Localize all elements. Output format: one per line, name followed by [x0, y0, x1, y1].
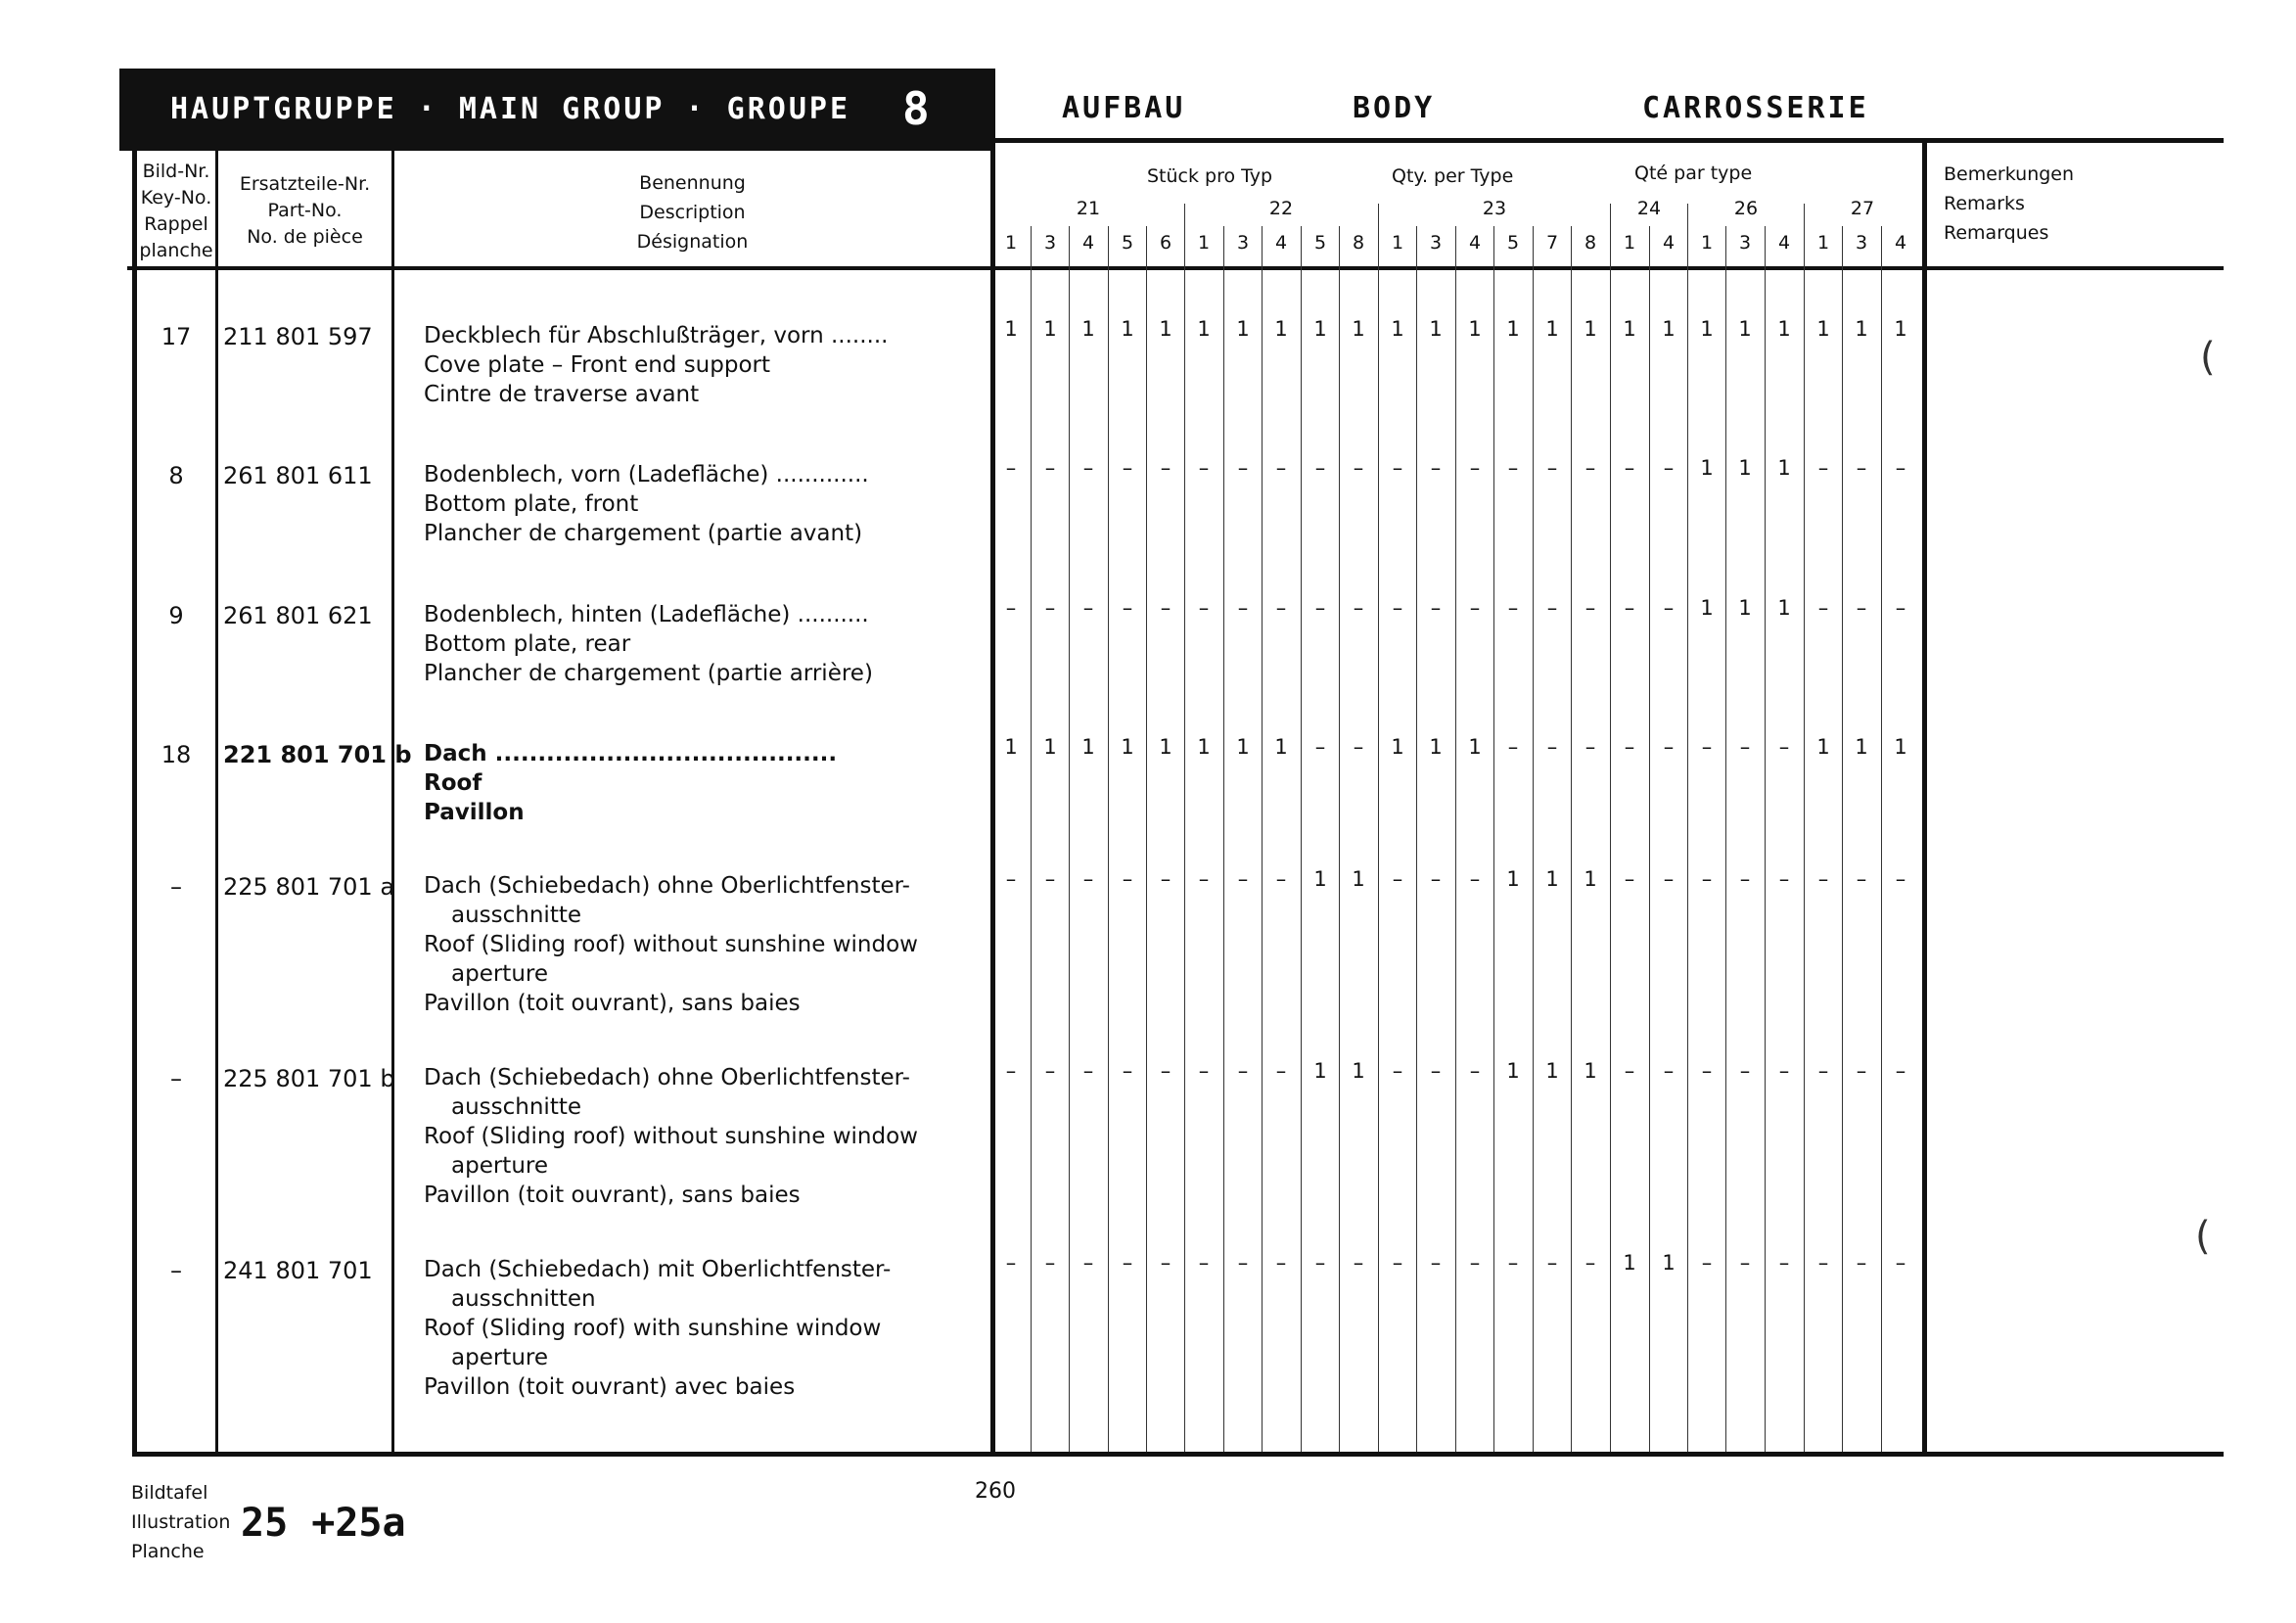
qty-cell: –: [1739, 1059, 1751, 1083]
qty-cell: –: [1122, 456, 1133, 480]
qty-cell: 1: [1738, 317, 1752, 341]
type-sub-number: 5: [1121, 232, 1134, 254]
qty-column-line: [1223, 226, 1224, 1452]
qty-column-line: [1378, 226, 1379, 1452]
qty-cell: –: [1122, 596, 1133, 620]
type-group-label: 22: [1268, 198, 1294, 219]
type-group-separator: [1687, 204, 1688, 227]
qty-cell: –: [1546, 596, 1558, 620]
qty-cell: –: [1778, 867, 1790, 891]
qty-cell: 1: [1236, 317, 1250, 341]
row-key-no: –: [170, 1065, 182, 1092]
group-number: 8: [902, 82, 930, 135]
qty-cell: –: [1122, 867, 1133, 891]
qty-cell: –: [1082, 596, 1094, 620]
col-part-no-header: Ersatzteile-Nr. Part-No. No. de pièce: [239, 173, 371, 248]
col-description-header: Benennung Description Désignation: [636, 172, 749, 253]
description-line: Plancher de chargement (partie arrière): [424, 661, 873, 686]
type-sub-number: 4: [1777, 232, 1791, 254]
qty-cell: –: [1701, 1059, 1713, 1083]
qty-column-line: [1301, 226, 1302, 1452]
qty-cell: –: [1430, 456, 1442, 480]
qty-cell: –: [1237, 456, 1249, 480]
type-sub-number: 3: [1043, 232, 1057, 254]
row-key-no: –: [170, 873, 182, 901]
binding-mark-bottom: (: [2195, 1214, 2211, 1259]
qty-cell: 1: [1313, 867, 1327, 891]
qty-cell: –: [1469, 1251, 1481, 1275]
qty-cell: 1: [1777, 456, 1791, 480]
description-line: Bodenblech, hinten (Ladefläche) ..........: [424, 602, 869, 627]
qty-cell: 1: [1352, 1059, 1365, 1083]
qty-cell: –: [1778, 1059, 1790, 1083]
description-line: Pavillon (toit ouvrant) avec baies: [424, 1374, 796, 1400]
type-sub-number: 8: [1584, 232, 1597, 254]
qty-cell: 1: [1623, 317, 1636, 341]
description-line: ausschnitte: [451, 903, 582, 928]
qty-cell: –: [1856, 596, 1867, 620]
row-description: [424, 600, 873, 688]
type-sub-number: 5: [1506, 232, 1520, 254]
qty-cell: –: [1314, 596, 1326, 620]
qty-cell: –: [1198, 1251, 1210, 1275]
qty-cell: 1: [1584, 867, 1597, 891]
type-sub-number: 3: [1855, 232, 1868, 254]
qty-cell: –: [1005, 456, 1017, 480]
qty-cell: –: [1160, 456, 1171, 480]
type-sub-number: 3: [1236, 232, 1250, 254]
qty-title-en: Qty. per Type: [1392, 165, 1514, 187]
qty-cell: 1: [1545, 1059, 1559, 1083]
type-sub-number: 6: [1159, 232, 1172, 254]
qty-cell: –: [1314, 735, 1326, 759]
qty-cell: 1: [1274, 317, 1288, 341]
description-line: aperture: [451, 961, 548, 987]
qty-cell: –: [1160, 596, 1171, 620]
qty-column-line: [1842, 226, 1843, 1452]
qty-cell: –: [1237, 867, 1249, 891]
row-description: [424, 321, 888, 409]
type-sub-number: 7: [1545, 232, 1559, 254]
type-group-separator: [1610, 204, 1611, 227]
qty-cell: 1: [1236, 735, 1250, 759]
qty-cell: –: [1624, 596, 1635, 620]
type-sub-number: 4: [1274, 232, 1288, 254]
qty-cell: –: [1584, 1251, 1596, 1275]
qty-cell: –: [1353, 596, 1364, 620]
qty-cell: 1: [1159, 317, 1172, 341]
qty-cell: –: [1856, 1059, 1867, 1083]
description-line: Dach (Schiebedach) mit Oberlichtfenster-: [424, 1257, 892, 1282]
type-sub-number: 1: [1700, 232, 1714, 254]
qty-cell: 1: [1043, 317, 1057, 341]
description-line: Roof (Sliding roof) without sunshine window: [424, 932, 918, 957]
description-line: ausschnitten: [451, 1286, 596, 1312]
qty-column-line: [1571, 226, 1572, 1452]
description-line: Plancher de chargement (partie avant): [424, 521, 863, 546]
qty-column-line: [1765, 226, 1766, 1452]
qty-cell: 1: [1004, 735, 1018, 759]
section-fr: CARROSSERIE: [1642, 91, 1869, 125]
qty-cell: –: [1663, 456, 1675, 480]
qty-column-line: [1262, 226, 1263, 1452]
qty-cell: 1: [1777, 596, 1791, 620]
qty-cell: 1: [1662, 317, 1676, 341]
type-group-label: 26: [1733, 198, 1759, 219]
qty-cell: 1: [1894, 317, 1907, 341]
qty-cell: –: [1663, 1059, 1675, 1083]
qty-column-line: [1493, 226, 1494, 1452]
qty-cell: –: [1198, 596, 1210, 620]
type-group-label: 27: [1850, 198, 1875, 219]
description-line: Dach (Schiebedach) ohne Oberlichtfenster-: [424, 873, 910, 899]
type-sub-number: 4: [1081, 232, 1095, 254]
qty-cell: –: [1314, 456, 1326, 480]
qty-cell: 1: [1429, 317, 1443, 341]
qty-cell: –: [1430, 1251, 1442, 1275]
qty-cell: 1: [1623, 1251, 1636, 1275]
qty-cell: 1: [1352, 317, 1365, 341]
qty-cell: –: [1198, 1059, 1210, 1083]
qty-cell: –: [1275, 867, 1287, 891]
qty-cell: 1: [1894, 735, 1907, 759]
qty-cell: –: [1624, 1059, 1635, 1083]
qty-column-line: [1339, 226, 1340, 1452]
row-key-no: 9: [168, 602, 184, 629]
qty-cell: –: [1856, 867, 1867, 891]
qty-cell: –: [1044, 596, 1056, 620]
qty-cell: –: [1430, 867, 1442, 891]
qty-cell: –: [1430, 596, 1442, 620]
qty-cell: 1: [1274, 735, 1288, 759]
qty-cell: –: [1160, 867, 1171, 891]
qty-cell: –: [1817, 1251, 1829, 1275]
section-en: BODY: [1353, 91, 1436, 125]
qty-cell: –: [1778, 1251, 1790, 1275]
description-line: Roof (Sliding roof) without sunshine window: [424, 1124, 918, 1149]
col-key-no-header: Bild-Nr. Key-No. Rappel planche: [139, 161, 213, 261]
qty-cell: –: [1082, 1059, 1094, 1083]
type-sub-number: 4: [1894, 232, 1907, 254]
qty-cell: –: [1817, 867, 1829, 891]
qty-cell: –: [1005, 1059, 1017, 1083]
qty-cell: 1: [1584, 317, 1597, 341]
qty-cell: –: [1122, 1059, 1133, 1083]
qty-cell: 1: [1197, 317, 1211, 341]
type-group-label: 23: [1482, 198, 1507, 219]
qty-cell: –: [1353, 456, 1364, 480]
qty-cell: 1: [1506, 317, 1520, 341]
divider-qty-remarks: [1922, 138, 1927, 1456]
qty-cell: 1: [1700, 456, 1714, 480]
row-key-no: 8: [168, 462, 184, 489]
type-sub-number: 1: [1391, 232, 1404, 254]
qty-cell: –: [1507, 1251, 1519, 1275]
qty-cell: –: [1546, 1251, 1558, 1275]
row-description: [424, 871, 918, 1018]
qty-cell: –: [1584, 596, 1596, 620]
qty-cell: –: [1895, 1251, 1906, 1275]
qty-cell: 1: [1121, 735, 1134, 759]
qty-cell: –: [1005, 596, 1017, 620]
qty-cell: 1: [1391, 317, 1404, 341]
row-part-no: 211 801 597: [223, 323, 373, 350]
qty-column-line: [1881, 226, 1882, 1452]
row-key-no: 18: [161, 741, 192, 768]
type-sub-number: 4: [1662, 232, 1676, 254]
qty-cell: –: [1739, 867, 1751, 891]
description-line: Bottom plate, rear: [424, 631, 631, 657]
qty-column-line: [1804, 226, 1805, 1452]
qty-cell: 1: [1738, 596, 1752, 620]
description-line: Pavillon (toit ouvrant), sans baies: [424, 991, 801, 1016]
qty-cell: –: [1624, 456, 1635, 480]
qty-cell: –: [1237, 596, 1249, 620]
qty-cell: –: [1392, 1059, 1403, 1083]
qty-cell: –: [1392, 456, 1403, 480]
qty-cell: 1: [1043, 735, 1057, 759]
qty-title-fr: Qté par type: [1634, 162, 1753, 184]
type-sub-number: 3: [1429, 232, 1443, 254]
qty-cell: –: [1198, 867, 1210, 891]
qty-cell: 1: [1506, 867, 1520, 891]
qty-cell: –: [1663, 596, 1675, 620]
qty-cell: 1: [1159, 735, 1172, 759]
type-sub-number: 1: [1004, 232, 1018, 254]
qty-cell: –: [1584, 735, 1596, 759]
qty-cell: 1: [1313, 1059, 1327, 1083]
type-sub-number: 4: [1468, 232, 1482, 254]
qty-column-line: [1416, 226, 1417, 1452]
qty-cell: 1: [1391, 735, 1404, 759]
qty-cell: –: [1701, 735, 1713, 759]
qty-cell: –: [1817, 456, 1829, 480]
qty-cell: –: [1353, 735, 1364, 759]
description-line: Roof (Sliding roof) with sunshine window: [424, 1316, 882, 1341]
qty-cell: 1: [1545, 867, 1559, 891]
qty-cell: –: [1044, 867, 1056, 891]
qty-cell: –: [1895, 867, 1906, 891]
qty-cell: –: [1160, 1251, 1171, 1275]
qty-cell: 1: [1429, 735, 1443, 759]
description-line: Dach (Schiebedach) ohne Oberlichtfenster-: [424, 1065, 910, 1090]
qty-cell: –: [1005, 867, 1017, 891]
type-sub-number: 8: [1352, 232, 1365, 254]
divider-desc-qty: [990, 143, 995, 1456]
type-sub-number: 1: [1816, 232, 1830, 254]
qty-column-line: [1031, 226, 1032, 1452]
col-remarks-header: Bemerkungen Remarks Remarques: [1944, 163, 2075, 244]
qty-cell: –: [1817, 1059, 1829, 1083]
row-key-no: –: [170, 1257, 182, 1284]
main-group-title: HAUPTGRUPPE · MAIN GROUP · GROUPE: [170, 92, 851, 126]
type-group-separator: [1378, 204, 1379, 227]
qty-cell: 1: [1584, 1059, 1597, 1083]
main-group-banner: [119, 69, 995, 151]
qty-cell: 1: [1313, 317, 1327, 341]
divider-key-part: [215, 151, 218, 1456]
row-description: [424, 1255, 891, 1402]
qty-cell: –: [1624, 735, 1635, 759]
qty-cell: 1: [1738, 456, 1752, 480]
plate-label: Bildtafel Illustration Planche: [131, 1482, 231, 1562]
qty-cell: 1: [1468, 735, 1482, 759]
qty-cell: 1: [1468, 317, 1482, 341]
type-group-separator: [1184, 204, 1185, 227]
qty-cell: –: [1778, 735, 1790, 759]
type-sub-number: 1: [1623, 232, 1636, 254]
qty-cell: –: [1082, 867, 1094, 891]
qty-cell: –: [1275, 1059, 1287, 1083]
row-description: [424, 739, 837, 827]
qty-cell: –: [1353, 1251, 1364, 1275]
qty-cell: 1: [1506, 1059, 1520, 1083]
qty-cell: –: [1275, 456, 1287, 480]
qty-cell: 1: [1700, 317, 1714, 341]
type-sub-number: 1: [1197, 232, 1211, 254]
qty-column-line: [1649, 226, 1650, 1452]
qty-cell: –: [1624, 867, 1635, 891]
qty-cell: –: [1895, 596, 1906, 620]
qty-cell: –: [1160, 1059, 1171, 1083]
row-part-no: 261 801 621: [223, 602, 373, 629]
row-part-no: 225 801 701 a: [223, 873, 395, 901]
qty-cell: –: [1198, 456, 1210, 480]
qty-cell: –: [1469, 867, 1481, 891]
qty-cell: –: [1469, 596, 1481, 620]
type-group-label: 24: [1636, 198, 1662, 219]
qty-title-de: Stück pro Typ: [1147, 165, 1273, 187]
qty-cell: –: [1895, 1059, 1906, 1083]
description-line: Dach ........................................: [424, 741, 838, 766]
qty-cell: 1: [1081, 735, 1095, 759]
qty-cell: –: [1469, 456, 1481, 480]
row-description: [424, 460, 869, 548]
description-line: ausschnitte: [451, 1094, 582, 1120]
qty-cell: –: [1663, 867, 1675, 891]
qty-column-line: [1610, 226, 1611, 1452]
row-part-no: 221 801 701 b: [223, 741, 412, 768]
qty-cell: –: [1430, 1059, 1442, 1083]
qty-cell: 1: [1352, 867, 1365, 891]
qty-cell: 1: [1545, 317, 1559, 341]
qty-column-line: [1184, 226, 1185, 1452]
description-line: Bottom plate, front: [424, 491, 639, 517]
row-description: [424, 1063, 918, 1210]
qty-cell: –: [1044, 1251, 1056, 1275]
header-rule: [995, 138, 2224, 143]
qty-cell: –: [1856, 456, 1867, 480]
qty-cell: –: [1895, 456, 1906, 480]
type-group-label: 21: [1076, 198, 1101, 219]
qty-cell: 1: [1662, 1251, 1676, 1275]
qty-column-line: [1725, 226, 1726, 1452]
row-part-no: 241 801 701: [223, 1257, 373, 1284]
qty-cell: 1: [1700, 596, 1714, 620]
description-line: Cove plate – Front end support: [424, 352, 771, 378]
qty-cell: –: [1044, 1059, 1056, 1083]
type-sub-number: 5: [1313, 232, 1327, 254]
qty-cell: –: [1701, 867, 1713, 891]
qty-cell: –: [1507, 735, 1519, 759]
qty-cell: 1: [1081, 317, 1095, 341]
description-line: Pavillon (toit ouvrant), sans baies: [424, 1182, 801, 1208]
qty-cell: 1: [1004, 317, 1018, 341]
row-part-no: 261 801 611: [223, 462, 373, 489]
qty-cell: –: [1469, 1059, 1481, 1083]
qty-cell: –: [1237, 1251, 1249, 1275]
type-group-separator: [1804, 204, 1805, 227]
qty-cell: –: [1856, 1251, 1867, 1275]
description-line: Deckblech für Abschlußträger, vorn ........: [424, 323, 889, 348]
description-line: Bodenblech, vorn (Ladefläche) .............: [424, 462, 869, 487]
qty-cell: –: [1122, 1251, 1133, 1275]
qty-cell: 1: [1197, 735, 1211, 759]
plate-number: 25 +25a: [241, 1501, 406, 1546]
page-number: 260: [975, 1479, 1016, 1504]
column-header-rule: [127, 266, 2224, 270]
description-line: Cintre de traverse avant: [424, 382, 700, 407]
divider-part-desc: [391, 151, 394, 1456]
qty-column-line: [1108, 226, 1109, 1452]
qty-column-line: [1533, 226, 1534, 1452]
row-key-no: 17: [161, 323, 192, 350]
qty-cell: –: [1739, 735, 1751, 759]
qty-cell: –: [1392, 867, 1403, 891]
qty-column-line: [1687, 226, 1688, 1452]
description-line: aperture: [451, 1345, 548, 1370]
description-line: aperture: [451, 1153, 548, 1179]
qty-cell: –: [1507, 596, 1519, 620]
qty-column-line: [1146, 226, 1147, 1452]
qty-cell: 1: [1121, 317, 1134, 341]
table-bottom-rule: [132, 1452, 2224, 1457]
qty-cell: –: [1546, 456, 1558, 480]
qty-cell: –: [1507, 456, 1519, 480]
qty-cell: –: [1275, 1251, 1287, 1275]
description-line: Roof: [424, 770, 482, 796]
qty-cell: –: [1392, 596, 1403, 620]
qty-cell: 1: [1816, 735, 1830, 759]
description-line: Pavillon: [424, 800, 525, 825]
qty-cell: –: [1237, 1059, 1249, 1083]
qty-cell: –: [1314, 1251, 1326, 1275]
qty-cell: 1: [1855, 317, 1868, 341]
qty-cell: 1: [1777, 317, 1791, 341]
type-sub-number: 3: [1738, 232, 1752, 254]
qty-cell: –: [1044, 456, 1056, 480]
qty-cell: 1: [1855, 735, 1868, 759]
section-de: AUFBAU: [1062, 91, 1186, 125]
qty-cell: –: [1739, 1251, 1751, 1275]
binding-mark-top: (: [2200, 335, 2216, 380]
qty-cell: –: [1546, 735, 1558, 759]
qty-cell: 1: [1816, 317, 1830, 341]
qty-column-line: [1069, 226, 1070, 1452]
qty-cell: –: [1082, 1251, 1094, 1275]
qty-cell: –: [1005, 1251, 1017, 1275]
qty-cell: –: [1817, 596, 1829, 620]
row-part-no: 225 801 701 b: [223, 1065, 395, 1092]
qty-column-line: [1455, 226, 1456, 1452]
qty-cell: –: [1275, 596, 1287, 620]
qty-cell: –: [1082, 456, 1094, 480]
qty-cell: –: [1663, 735, 1675, 759]
qty-cell: –: [1392, 1251, 1403, 1275]
qty-cell: –: [1584, 456, 1596, 480]
qty-cell: –: [1701, 1251, 1713, 1275]
